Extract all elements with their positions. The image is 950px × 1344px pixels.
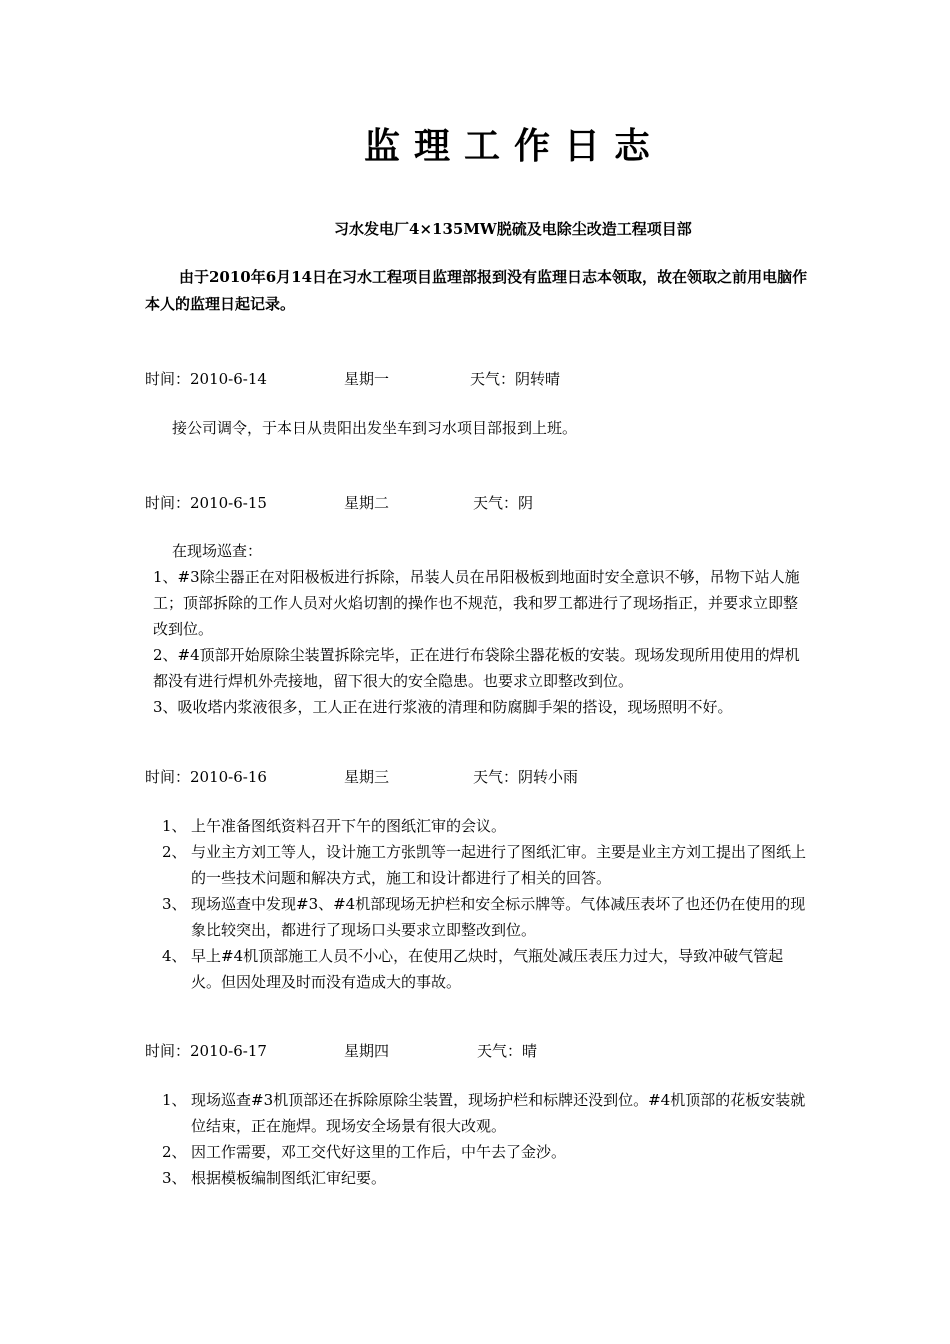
entry-date: 时间：2010-6-16 — [145, 768, 267, 786]
list-item: 3、吸收塔内浆液很多，工人正在进行浆液的清理和防腐脚手架的搭设，现场照明不好。 — [153, 698, 733, 716]
entry-date: 时间：2010-6-15 — [145, 494, 267, 512]
list-item: 1、 现场巡查#3机顶部还在拆除原除尘装置，现场护栏和标牌还没到位。#4机顶部的花板安装就位结束，正在施焊。现场安全场景有很大改观。 — [162, 1091, 806, 1135]
numbered-list — [145, 1087, 809, 1191]
entry-text: 接公司调令，于本日从贵阳出发坐车到习水项目部报到上班。 — [172, 419, 578, 437]
entry-weekday: 星期二 — [344, 494, 390, 512]
list-item: 4、 早上#4机顶部施工人员不小心，在使用乙炔时，气瓶处减压表压力过大，导致冲破气管起火。但因处理及时而没有造成大的事故。 — [162, 947, 784, 991]
entry-date: 时间：2010-6-17 — [145, 1042, 267, 1060]
document-title: 监理工作日志 — [363, 126, 664, 167]
list-item: 1、 上午准备图纸资料召开下午的图纸汇审的会议。 — [162, 817, 507, 835]
entry-weekday: 星期三 — [344, 768, 390, 786]
entry-lead: 在现场巡查： — [172, 542, 263, 560]
project-subtitle: 习水发电厂4×135MW脱硫及电除尘改造工程项目部 — [334, 220, 692, 238]
entry-date: 时间：2010-6-14 — [145, 370, 267, 388]
list-item: 2、 与业主方刘工等人，设计施工方张凯等一起进行了图纸汇审。主要是业主方刘工提出了图纸上的一些技术问题和解决方式，施工和设计都进行了相关的回答。 — [162, 843, 807, 887]
entry-weekday: 星期四 — [344, 1042, 390, 1060]
list-item: 2、 因工作需要，邓工交代好这里的工作后，中午去了金沙。 — [162, 1143, 567, 1161]
list-item: 1、#3除尘器正在对阳极板进行拆除，吊装人员在吊阳极板到地面时安全意识不够，吊物下站人施工；顶部拆除的工作人员对火焰切割的操作也不规范，我和罗工都进行了现场指正，并要求立即整改到位。 — [153, 568, 800, 638]
list-item: 2、#4顶部开始原除尘装置拆除完毕，正在进行布袋除尘器花板的安装。现场发现所用使用的焊机都没有进行焊机外壳接地，留下很大的安全隐患。也要求立即整改到位。 — [153, 646, 800, 690]
numbered-list — [145, 813, 809, 995]
entry-weather: 天气：阴转晴 — [470, 370, 561, 388]
entry-weather: 天气：阴转小雨 — [473, 768, 579, 786]
entry-body — [145, 415, 809, 441]
list-item: 3、 根据模板编制图纸汇审纪要。 — [162, 1169, 387, 1187]
list-item: 3、 现场巡查中发现#3、#4机部现场无护栏和安全标示牌等。气体减压表坏了也还仍在使用的现象比较突出，都进行了现场口头要求立即整改到位。 — [162, 895, 806, 939]
entry-weather: 天气：晴 — [477, 1042, 538, 1060]
entry-body — [145, 1087, 809, 1191]
entry-weekday: 星期一 — [344, 370, 390, 388]
entry-weather: 天气：阴 — [473, 494, 534, 512]
intro-paragraph: 由于2010年6月14日在习水工程项目监理部报到没有监理日志本领取，故在领取之前用电脑作本人的监理日起记录。 — [145, 268, 808, 313]
entry-body — [145, 538, 809, 720]
entry-body — [145, 813, 809, 995]
